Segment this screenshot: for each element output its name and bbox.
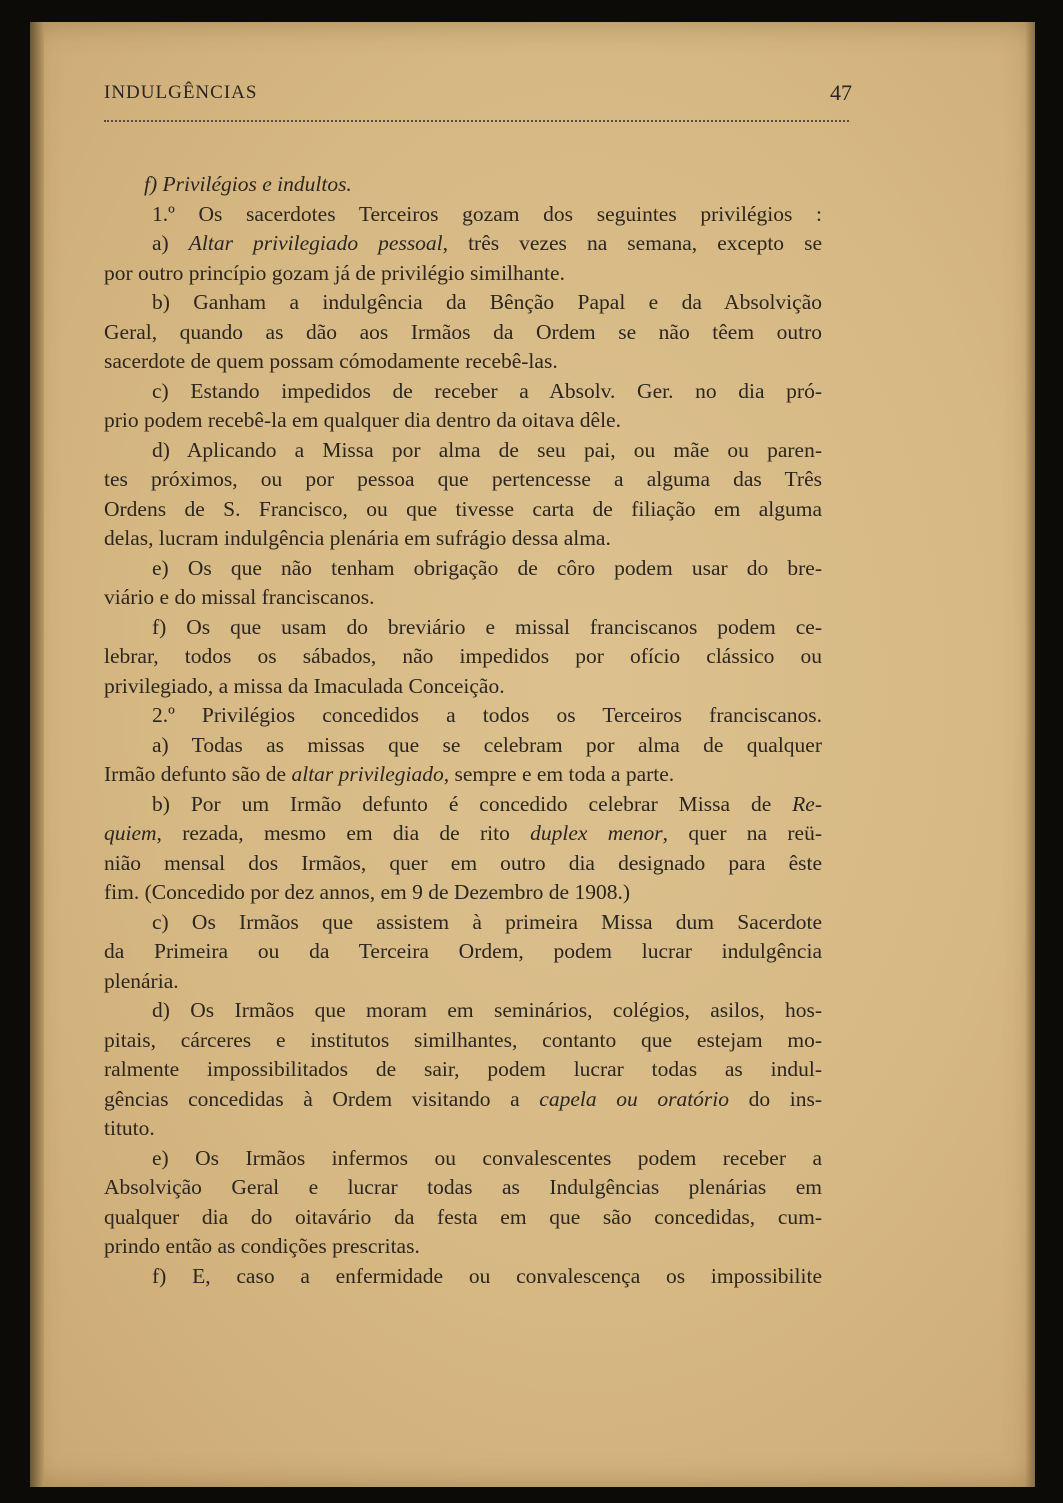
text-line: tes próximos, ou por pessoa que pertencesse a alguma das Três xyxy=(104,467,822,491)
text-line: b) Por um Irmão defunto é concedido celebrar Missa de Re- xyxy=(152,791,822,816)
running-head: INDULGÊNCIAS xyxy=(104,82,258,103)
text-line: b) Ganham a indulgência da Bênção Papal e da Absolvição xyxy=(152,290,822,314)
text-line: f) Os que usam do breviário e missal franciscanos podem ce- xyxy=(152,614,822,639)
text-line: plenária. xyxy=(104,968,179,993)
page-spine xyxy=(30,22,44,1487)
text-line: e) Os Irmãos infermos ou convalescentes podem receber a xyxy=(152,1145,822,1170)
text-line: gências concedidas à Ordem visitando a capela ou oratório do ins- xyxy=(104,1086,822,1111)
text-line: lebrar, todos os sábados, não impedidos por ofício clássico ou xyxy=(104,644,822,668)
text-line: quiem, rezada, mesmo em dia de rito duplex menor, quer na reü- xyxy=(104,821,822,845)
text-line: qualquer dia do oitavário da festa em que são concedidas, cum- xyxy=(104,1204,822,1229)
text-line: prindo então as condições prescritas. xyxy=(104,1234,420,1258)
text-line: Irmão defunto são de altar privilegiado, sempre e em toda a parte. xyxy=(104,762,675,786)
text-line: tituto. xyxy=(104,1116,155,1140)
text-line: a) Todas as missas que se celebram por alma de qualquer xyxy=(152,732,822,757)
text-line: Absolvição Geral e lucrar todas as Indulgências plenárias em xyxy=(104,1175,822,1199)
body-text xyxy=(104,170,822,1291)
text-line: 2.º Privilégios concedidos a todos os Terceiros franciscanos. xyxy=(152,703,822,727)
text-line: Ordens de S. Francisco, ou que tivesse carta de filiação em alguma xyxy=(104,496,822,521)
text-lines xyxy=(104,200,822,1292)
text-line: da Primeira ou da Terceira Ordem, podem lucrar indulgência xyxy=(104,939,822,963)
text-line: viário e do missal franciscanos. xyxy=(104,585,375,609)
text-line: prio podem recebê-la em qualquer dia dentro da oitava dêle. xyxy=(104,408,621,432)
text-line: c) Os Irmãos que assistem à primeira Missa dum Sacerdote xyxy=(152,909,822,934)
text-line: fim. (Concedido por dez annos, em 9 de Dezembro de 1908.) xyxy=(104,880,630,904)
text-line: pitais, cárceres e institutos similhantes, contanto que estejam mo- xyxy=(104,1027,822,1052)
text-line: c) Estando impedidos de receber a Absolv. Ger. no dia pró- xyxy=(152,378,822,403)
text-line: a) Altar privilegiado pessoal, três vezes na semana, excepto se xyxy=(152,231,823,255)
text-line: Geral, quando as dão aos Irmãos da Ordem se não têem outro xyxy=(104,319,822,344)
text-line: nião mensal dos Irmãos, quer em outro dia designado para êste xyxy=(104,850,822,875)
text-line: ralmente impossibilitados de sair, podem lucrar todas as indul- xyxy=(104,1057,822,1081)
text-line: por outro princípio gozam já de privilégio similhante. xyxy=(104,260,565,285)
text-line: d) Os Irmãos que moram em seminários, colégios, asilos, hos- xyxy=(152,998,822,1022)
text-line: f) E, caso a enfermidade ou convalescença os impossibilite xyxy=(152,1263,822,1288)
text-line: d) Aplicando a Missa por alma de seu pai, ou mãe ou paren- xyxy=(152,437,822,462)
header-rule xyxy=(104,120,849,122)
page-edge xyxy=(1025,22,1035,1487)
text-line: privilegiado, a missa da Imaculada Conceição. xyxy=(104,673,505,698)
text-line: delas, lucram indulgência plenária em sufrágio dessa alma. xyxy=(104,526,611,550)
text-line: 1.º Os sacerdotes Terceiros gozam dos seguintes privilégios : xyxy=(152,201,822,226)
section-title: f) Privilégios e indultos. xyxy=(144,172,352,196)
page-number: 47 xyxy=(830,80,852,105)
text-line: e) Os que não tenham obrigação de côro podem usar do bre- xyxy=(152,555,822,580)
text-line: sacerdote de quem possam cómodamente recebê-las. xyxy=(104,349,558,373)
page-header xyxy=(104,82,854,118)
